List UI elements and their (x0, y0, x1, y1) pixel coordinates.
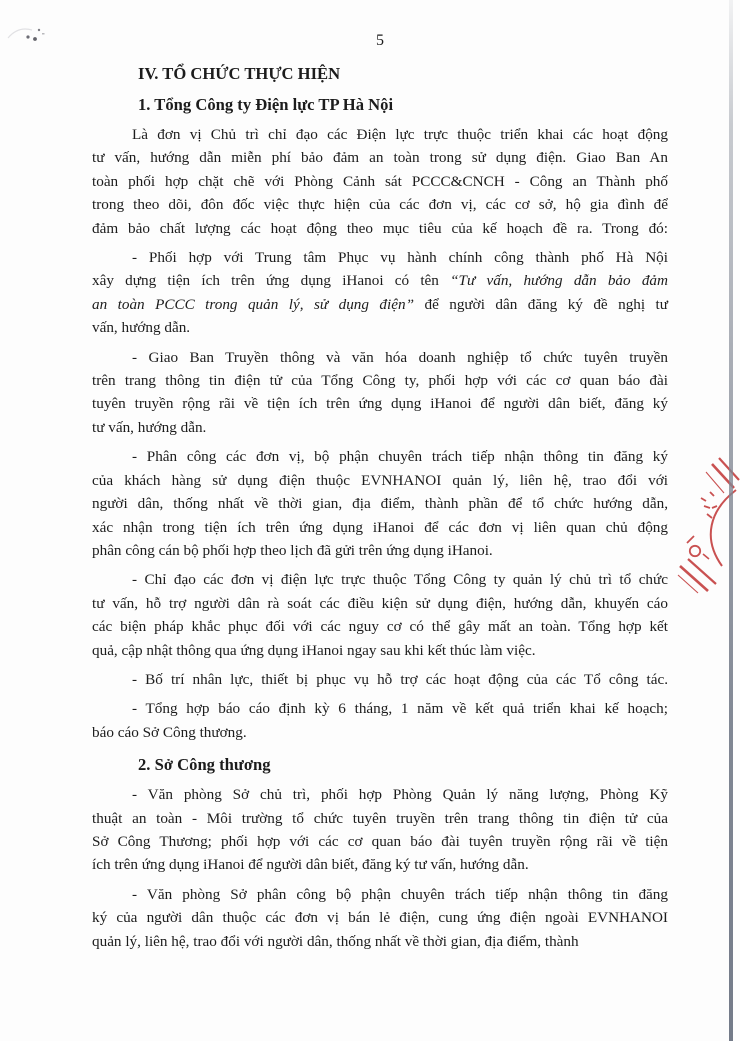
document-body (92, 57, 668, 959)
text-run: - Văn phòng Sở phân công bộ phận chuyên trách tiếp nhận thông tin đăng (132, 885, 668, 903)
paragraph (92, 883, 668, 953)
text-run: - Văn phòng Sở chủ trì, phối hợp Phòng Quản lý năng lượng, Phòng Kỹ (132, 786, 668, 804)
text-run: - Giao Ban Truyền thông và văn hóa doanh nghiệp tổ chức tuyên truyền (132, 348, 668, 366)
text-line (92, 445, 668, 468)
text-line (92, 316, 668, 339)
text-line (92, 883, 668, 906)
text-line (92, 246, 668, 269)
text-line (92, 930, 668, 953)
text-run: Sở Công Thương; phối hợp với các cơ quan báo đài tuyên truyền rộng rãi về tiện (92, 832, 668, 850)
text-line (92, 170, 668, 193)
paragraph (92, 123, 668, 240)
text-run: - Phối hợp với Trung tâm Phục vụ hành chính công thành phố Hà Nội (132, 249, 668, 267)
paragraph (92, 246, 668, 340)
text-run: vấn, hướng dẫn. (92, 319, 191, 337)
scan-edge-line (729, 0, 733, 1041)
text-line (92, 615, 668, 638)
text-run: phân công cán bộ phối hợp theo lịch đã gửi trên ứng dụng iHanoi. (92, 541, 493, 559)
paragraph (92, 783, 668, 877)
text-run: quản lý, liên hệ, trao đổi với người dân, thống nhất về thời gian, địa điểm, thành (92, 932, 579, 950)
text-line (92, 853, 668, 876)
page-number: 5 (376, 32, 384, 49)
text-line (92, 668, 668, 691)
text-line (92, 269, 668, 292)
text-run: tuyên truyền rộng rãi về tiện ích trên ứng dụng iHanoi để người dân biết, đăng ký (92, 395, 668, 413)
text-line (92, 568, 668, 591)
text-run: tư vấn, hỗ trợ người dân rà soát các điều kiện sử dụng điện, hướng dẫn, khuyến cáo (92, 594, 668, 612)
paragraph (92, 346, 668, 440)
text-run: trên trang thông tin điện tử của Tổng Công ty, phối hợp với các cơ quan báo đài (92, 372, 668, 390)
text-line (92, 469, 668, 492)
text-run: của khách hàng sử dụng điện thuộc EVNHANOI quản lý, liên hệ, trao đổi với (92, 471, 668, 489)
text-run: báo cáo Sở Công thương. (92, 723, 247, 741)
text-line (92, 783, 668, 806)
text-line (92, 639, 668, 662)
red-stamp-fragment (670, 448, 740, 598)
text-line (92, 539, 668, 562)
text-line (92, 193, 668, 216)
text-run: tư vấn, hướng dẫn. (92, 418, 207, 436)
text-run: - Chỉ đạo các đơn vị điện lực trực thuộc Tổng Công ty quản lý chủ trì tổ chức (132, 571, 668, 589)
text-line (92, 217, 668, 240)
text-run: - Phân công các đơn vị, bộ phận chuyên trách tiếp nhận thông tin đăng ký (132, 448, 668, 466)
text-run: thuật an toàn - Môi trường tổ chức tuyên truyền trên trang thông tin điện tử của (92, 809, 668, 827)
paragraph (92, 445, 668, 562)
text-run: toàn phối hợp chặt chẽ với Phòng Cảnh sát PCCC&CNCH - Công an Thành phố (92, 172, 668, 190)
text-run: xác nhận trong tiện ích trên ứng dụng iHanoi để các đơn vị liên quan chủ động (92, 518, 668, 536)
text-line (92, 416, 668, 439)
text-run: - Tổng hợp báo cáo định kỳ 6 tháng, 1 năm về kết quả triển khai kế hoạch; (132, 700, 668, 718)
text-run: đảm bảo chất lượng các hoạt động theo mục tiêu của kế hoạch đề ra. Trong đó: (92, 219, 668, 237)
text-run: người dân, thống nhất về thời gian, địa điểm, thành phần để tổ chức hướng dẫn, (92, 495, 668, 513)
text-line (92, 293, 668, 316)
paragraph (92, 668, 668, 691)
text-line (92, 123, 668, 146)
section-heading: IV. TỔ CHỨC THỰC HIỆN (138, 64, 341, 83)
text-line (92, 346, 668, 369)
text-run: các biện pháp khắc phục đối với các nguy cơ có thể gây mất an toàn. Tổng hợp kết (92, 618, 668, 636)
text-run: ích trên ứng dụng iHanoi để người dân biết, đăng ký tư vấn, hướng dẫn. (92, 856, 529, 874)
text-line (92, 146, 668, 169)
text-line (92, 369, 668, 392)
text-run: trong theo dõi, đôn đốc việc thực hiện của các đơn vị, các cơ sở, hộ gia đình để (92, 196, 668, 214)
text-line (92, 906, 668, 929)
text-run: - Bố trí nhân lực, thiết bị phục vụ hỗ trợ các hoạt động của các Tổ công tác. (132, 670, 668, 688)
paragraph (92, 568, 668, 662)
text-line (92, 516, 668, 539)
text-run: an toàn PCCC trong quản lý, sử dụng điện” (92, 295, 415, 313)
text-run: “Tư vấn, hướng dẫn bảo đảm (450, 272, 668, 290)
text-run: tư vấn, hướng dẫn miễn phí bảo đảm an toàn trong sử dụng điện. Giao Ban An (92, 149, 668, 167)
text-line (92, 807, 668, 830)
text-line (92, 697, 668, 720)
text-line (92, 830, 668, 853)
text-run: xây dựng tiện ích trên ứng dụng iHanoi có tên (92, 272, 451, 290)
section-heading: 2. Sở Công thương (138, 755, 271, 775)
section-heading: 1. Tổng Công ty Điện lực TP Hà Nội (138, 95, 394, 114)
paragraph (92, 697, 668, 744)
text-run: ký của người dân thuộc các đơn vị bán lẻ điện, cung ứng điện ngoài EVNHANOI (92, 909, 668, 927)
text-line (92, 721, 668, 744)
text-line (92, 592, 668, 615)
text-line (92, 392, 668, 415)
text-line (92, 492, 668, 515)
text-run: Là đơn vị Chủ trì chỉ đạo các Điện lực trực thuộc triển khai các hoạt động (132, 126, 668, 143)
text-run: quả, cập nhật thông qua ứng dụng iHanoi ngay sau khi kết thúc làm việc. (92, 641, 536, 659)
text-run: để người dân đăng ký đề nghị tư (414, 295, 668, 313)
